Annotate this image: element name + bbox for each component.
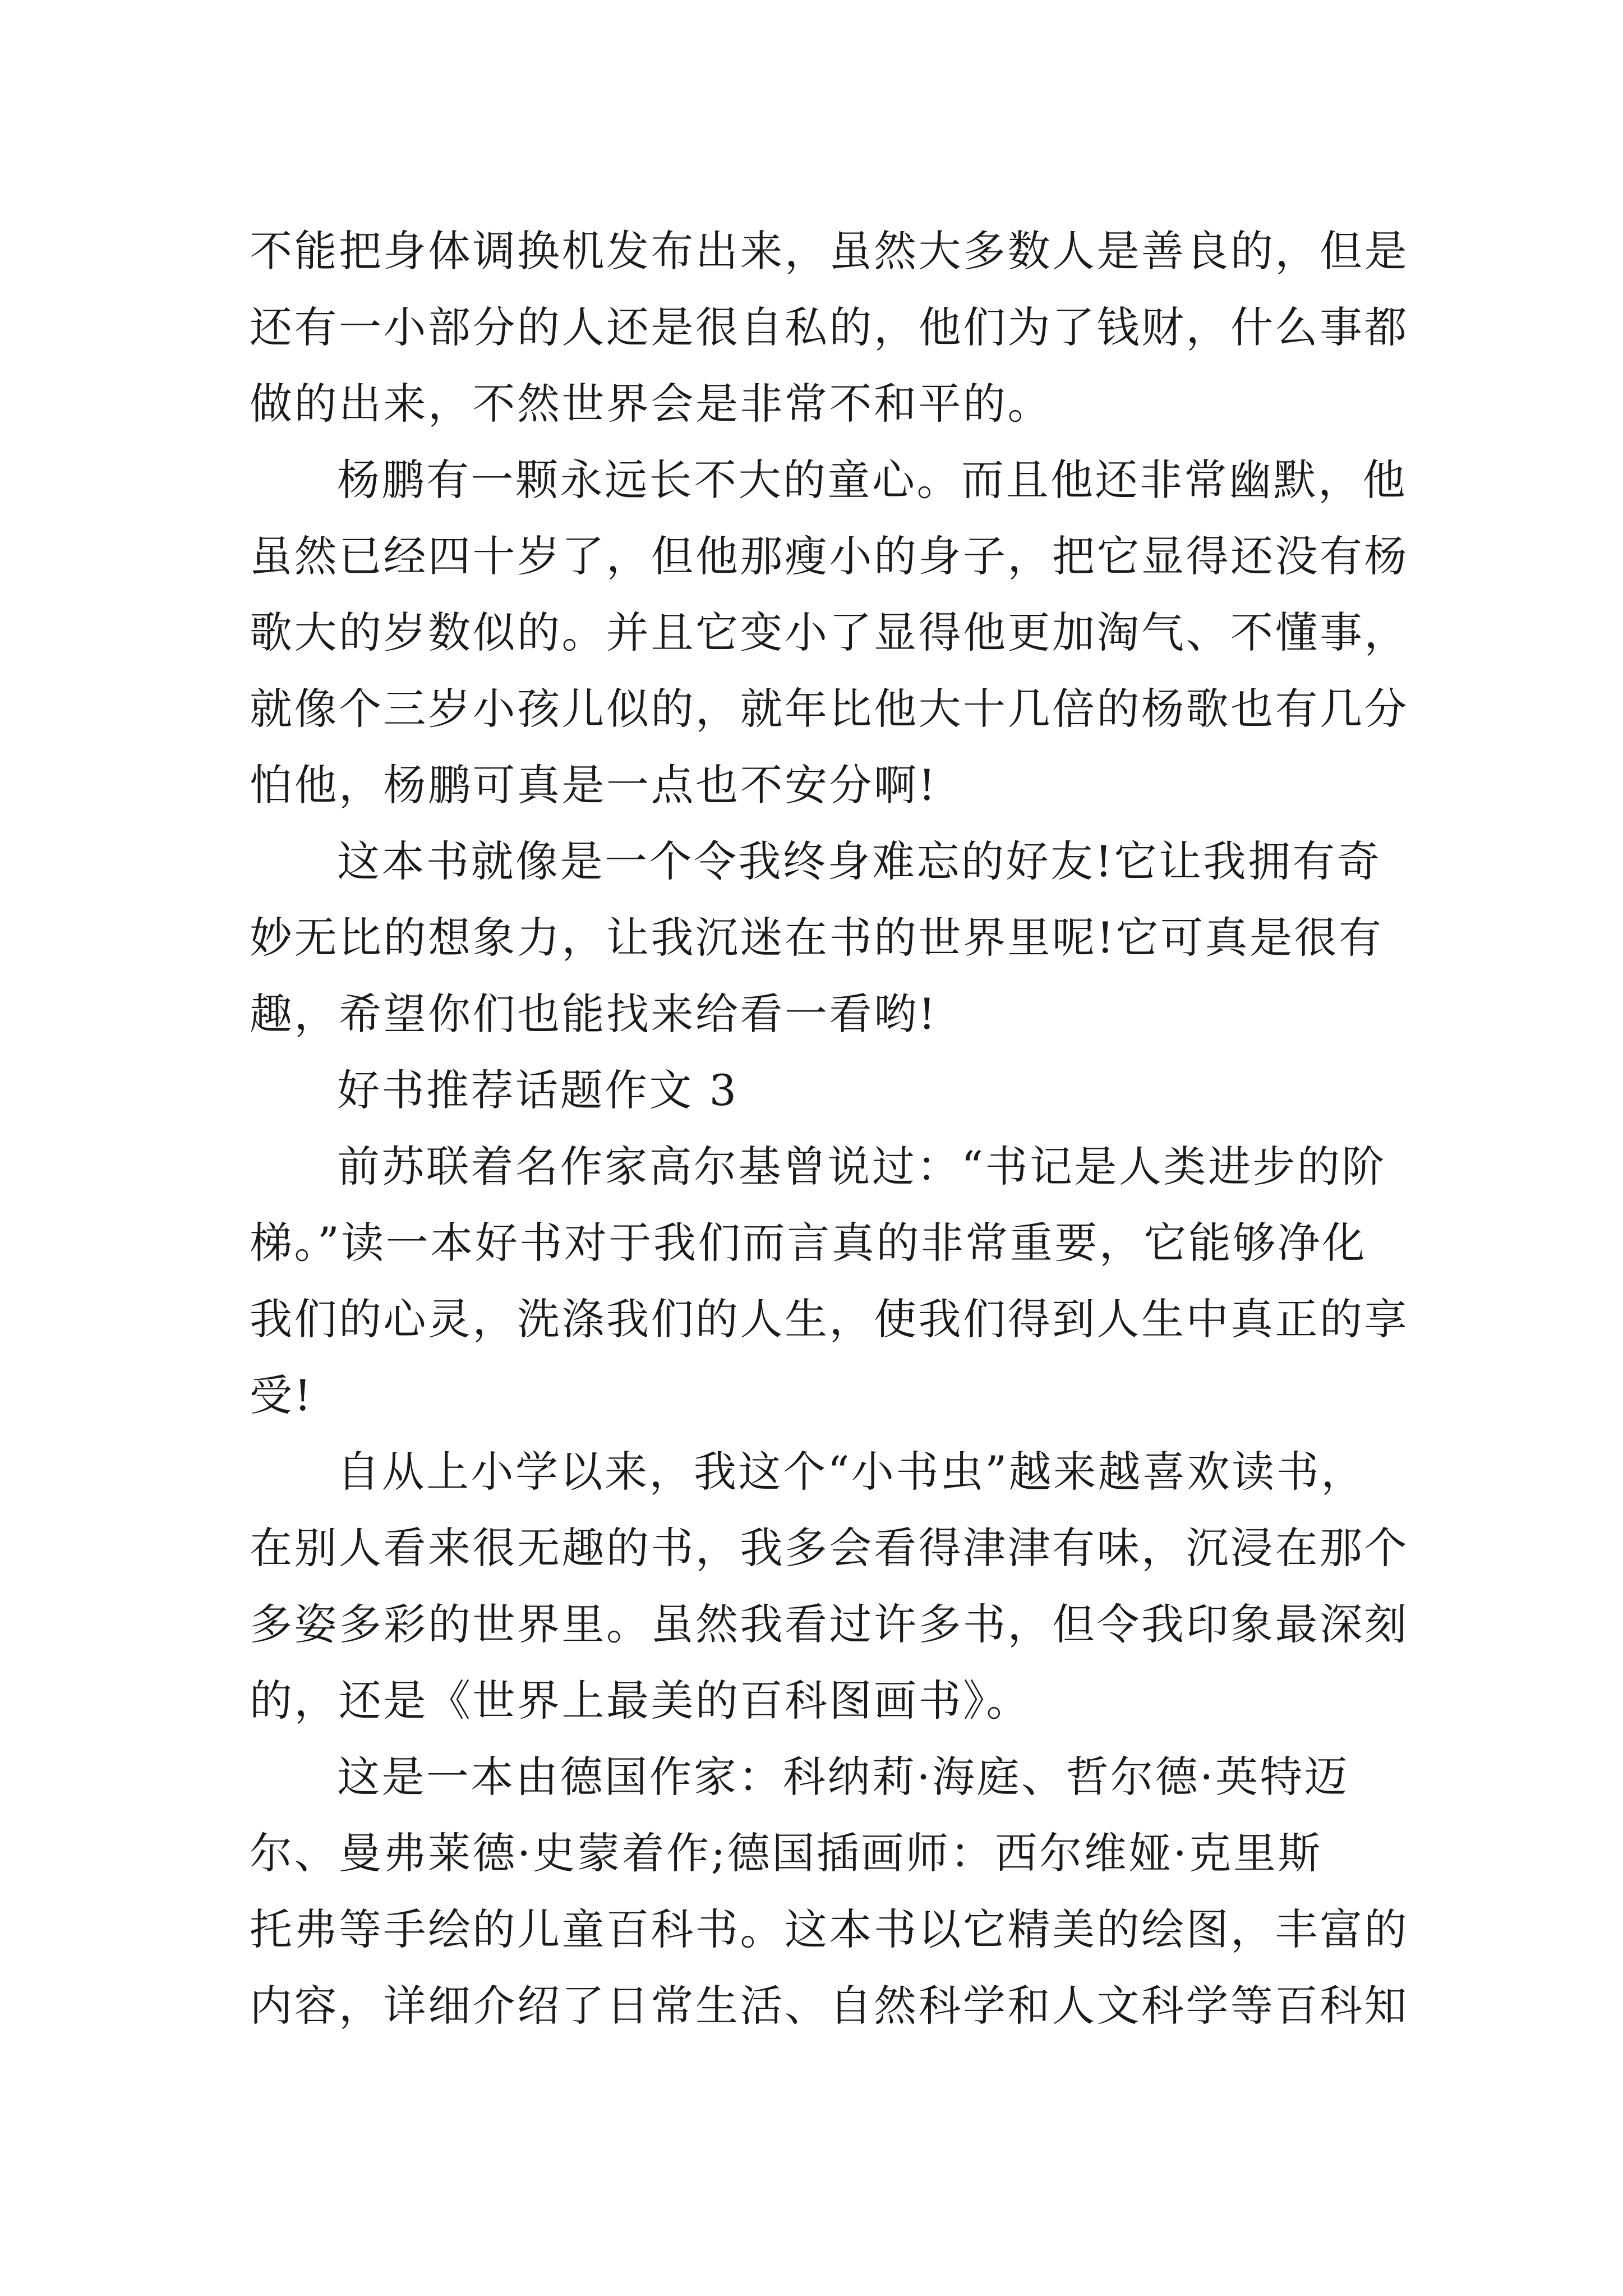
paragraph [250, 1434, 1409, 1739]
text-line: 在别人看来很无趣的书，我多会看得津津有味，沉浸在那个 [250, 1523, 1409, 1573]
text-line: 虽然已经四十岁了，但他那瘦小的身子，把它显得还没有杨 [250, 531, 1409, 581]
text-line: 尔、曼弗莱德·史蒙着作;德国插画师：西尔维娅·克里斯 [250, 1828, 1322, 1878]
text-line: 歌大的岁数似的。并且它变小了显得他更加淘气、不懂事， [250, 608, 1409, 657]
text-line: 杨鹏有一颗永远长不大的童心。而且他还非常幽默，他 [337, 455, 1407, 505]
section-heading [250, 1052, 1377, 1129]
text-line: 我们的心灵，洗涤我们的人生，使我们得到人生中真正的享 [250, 1294, 1409, 1344]
text-line: 这本书就像是一个令我终身难忘的好友!它让我拥有奇 [337, 836, 1382, 886]
text-line: 这是一本由德国作家：科纳莉·海庭、哲尔德·英特迈 [337, 1752, 1349, 1802]
text-line: 不能把身体调换机发布出来，虽然大多数人是善良的，但是 [250, 226, 1409, 276]
paragraph [250, 213, 1409, 442]
text-line: 内容，详细介绍了日常生活、自然科学和人文科学等百科知 [250, 1981, 1409, 2031]
paragraph [250, 1739, 1409, 2044]
paragraph [250, 442, 1409, 823]
paragraph [250, 1129, 1409, 1434]
text-line: 还有一小部分的人还是很自私的，他们为了钱财，什么事都 [250, 302, 1409, 352]
text-line: 自从上小学以来，我这个“小书虫”越来越喜欢读书， [337, 1447, 1366, 1497]
text-line: 就像个三岁小孩儿似的，就年比他大十几倍的杨歌也有几分 [250, 684, 1409, 734]
text-line: 趣，希望你们也能找来给看一看哟! [250, 989, 938, 1039]
text-line: 多姿多彩的世界里。虽然我看过许多书，但令我印象最深刻 [250, 1599, 1409, 1649]
text-line: 的，还是《世界上最美的百科图画书》。 [250, 1676, 1031, 1726]
text-line: 受! [250, 1370, 313, 1420]
text-line: 梯。”读一本好书对于我们而言真的非常重要，它能够净化 [250, 1218, 1367, 1268]
text-line: 怕他，杨鹏可真是一点也不安分啊! [250, 760, 938, 810]
text-line: 妙无比的想象力，让我沉迷在书的世界里呢!它可真是很有 [250, 913, 1384, 963]
text-line: 前苏联着名作家高尔基曾说过：“书记是人类进步的阶 [337, 1142, 1386, 1191]
text-line: 托弗等手绘的儿童百科书。这本书以它精美的绘图，丰富的 [250, 1904, 1409, 1954]
section-title: 好书推荐话题作文 3 [337, 1065, 739, 1115]
paragraph [250, 823, 1384, 1052]
document-body [250, 213, 1409, 2044]
text-line: 做的出来，不然世界会是非常不和平的。 [250, 379, 1052, 429]
